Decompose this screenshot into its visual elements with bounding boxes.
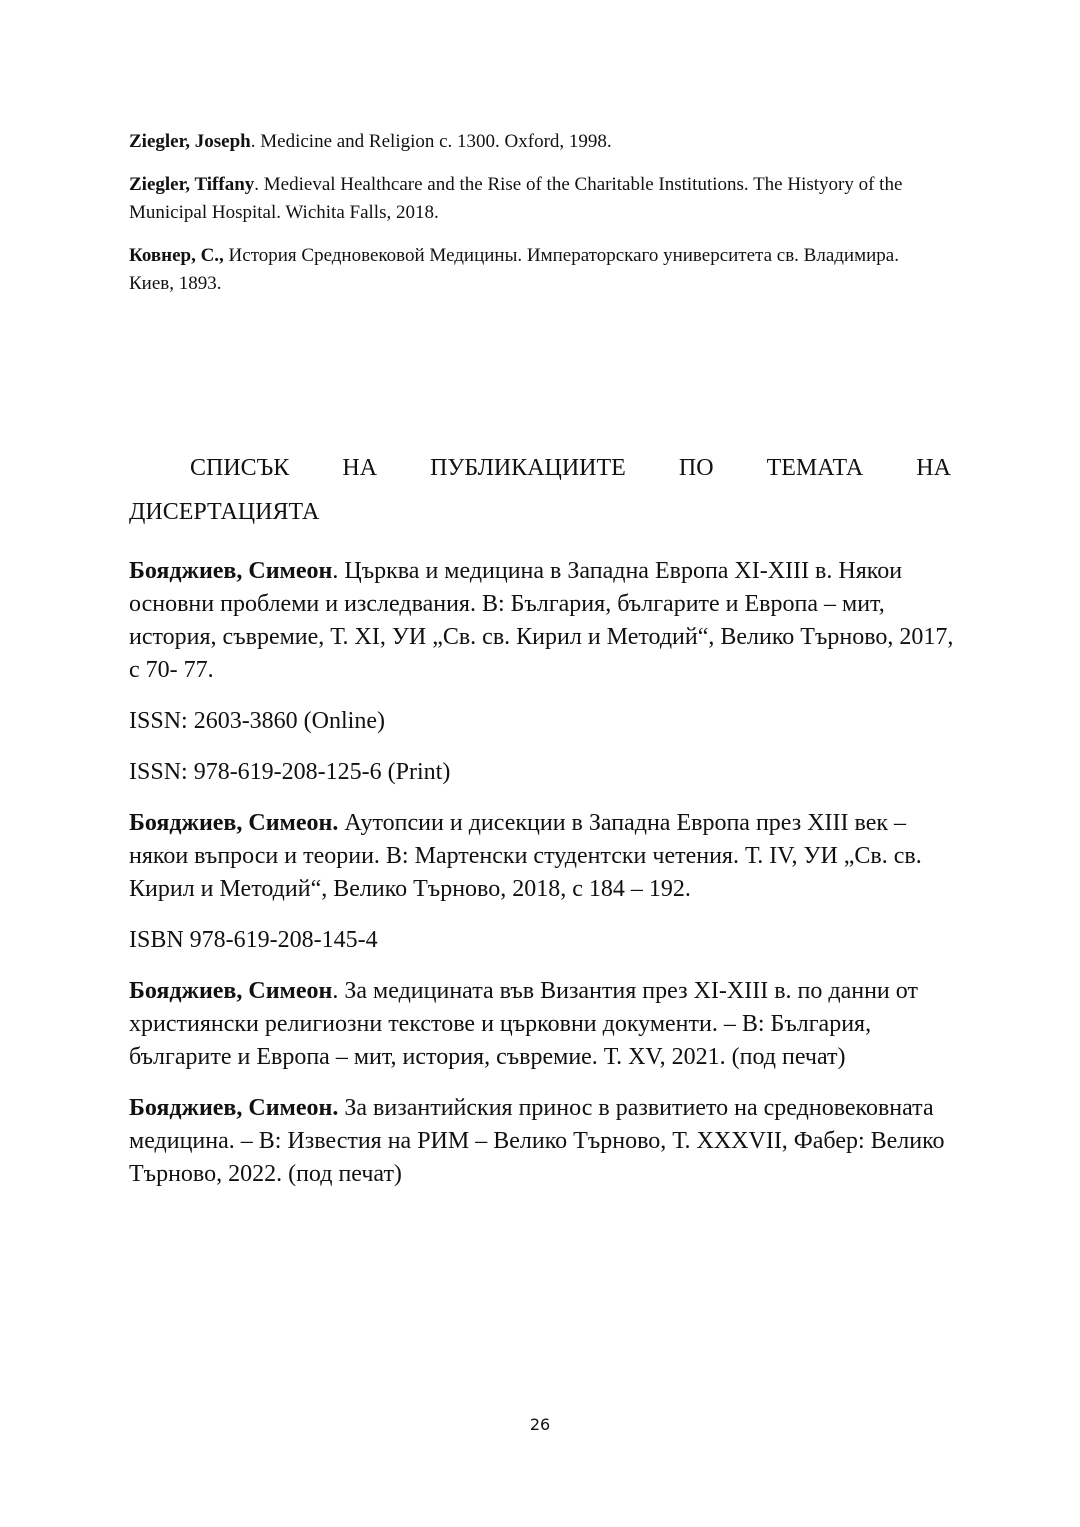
publication-text: . Църква и медицина в Западна Европа XI-XIII в. Някои основни проблеми и изследвания. В: България, българите и Европа – мит, история, съвремие, Т. XI, УИ „Св. св. Кирил и Методий“, Велико Търново, 2017, с 70- 77. — [129, 558, 954, 683]
section-heading — [129, 446, 951, 534]
publication-entry — [129, 555, 959, 687]
publication-text: ISSN: 978-619-208-125-6 (Print) — [129, 759, 451, 785]
publication-text: ISSN: 2603-3860 (Online) — [129, 708, 385, 734]
publication-entry — [129, 807, 959, 906]
publication-author: Бояджиев, Симеон — [129, 558, 333, 584]
heading-word: НА — [916, 455, 951, 481]
reference-author: Ziegler, Tiffany — [129, 174, 255, 195]
reference-text: История Средновековой Медицины. Императорскаго университета св. Владимира. Киев, 1893. — [129, 245, 899, 294]
publication-identifier — [129, 924, 959, 957]
publication-entry — [129, 1092, 959, 1191]
reference-text: . Medicine and Religion c. 1300. Oxford, 1998. — [250, 131, 612, 152]
publication-text: . За медицината във Византия през XI-XIII в. по данни от християнски религиозни текстове и църковни документи. – В: България, българите и Европа – мит, история, съвремие. Т. XV, 2021. (под печат) — [129, 978, 918, 1070]
reference-text: . Medieval Healthcare and the Rise of the Charitable Institutions. The Histyory of the Municipal Hospital. Wichita Falls, 2018. — [129, 174, 903, 223]
publication-identifier — [129, 705, 959, 738]
publication-entry — [129, 975, 959, 1074]
publications-list — [129, 555, 959, 1209]
heading-word: ПУБЛИКАЦИИТЕ — [430, 455, 626, 481]
publication-identifier — [129, 756, 959, 789]
heading-word: ПО — [678, 455, 714, 481]
reference-entry — [129, 171, 929, 227]
heading-word: ТЕМАТА — [766, 455, 864, 481]
heading-word: ДИСЕРТАЦИЯТА — [129, 499, 320, 525]
reference-author: Ковнер, С., — [129, 245, 224, 266]
publication-author: Бояджиев, Симеон. — [129, 1095, 339, 1121]
publication-text: За византийския принос в развитието на средновековната медицина. – В: Известия на РИМ – Велико Търново, Т. XXXVII, Фабер: Велико Търново, 2022. (под печат) — [129, 1095, 945, 1187]
heading-word: СПИСЪК — [190, 455, 290, 481]
bibliography-references — [129, 128, 929, 313]
page-number: 26 — [529, 1415, 551, 1434]
reference-entry — [129, 242, 929, 298]
reference-entry — [129, 128, 929, 156]
heading-word: НА — [342, 455, 378, 481]
publication-author: Бояджиев, Симеон — [129, 978, 333, 1004]
publication-text: ISBN 978-619-208-145-4 — [129, 927, 378, 953]
heading-line — [129, 446, 951, 490]
reference-author: Ziegler, Joseph — [129, 131, 251, 152]
publication-text: Аутопсии и дисекции в Западна Европа през XIII век – някои въпроси и теории. В: Мартенски студентски четения. Т. IV, УИ „Св. св. Кирил и Методий“, Велико Търново, 2018, с 184 – 192. — [129, 810, 922, 902]
publication-author: Бояджиев, Симеон. — [129, 810, 339, 836]
